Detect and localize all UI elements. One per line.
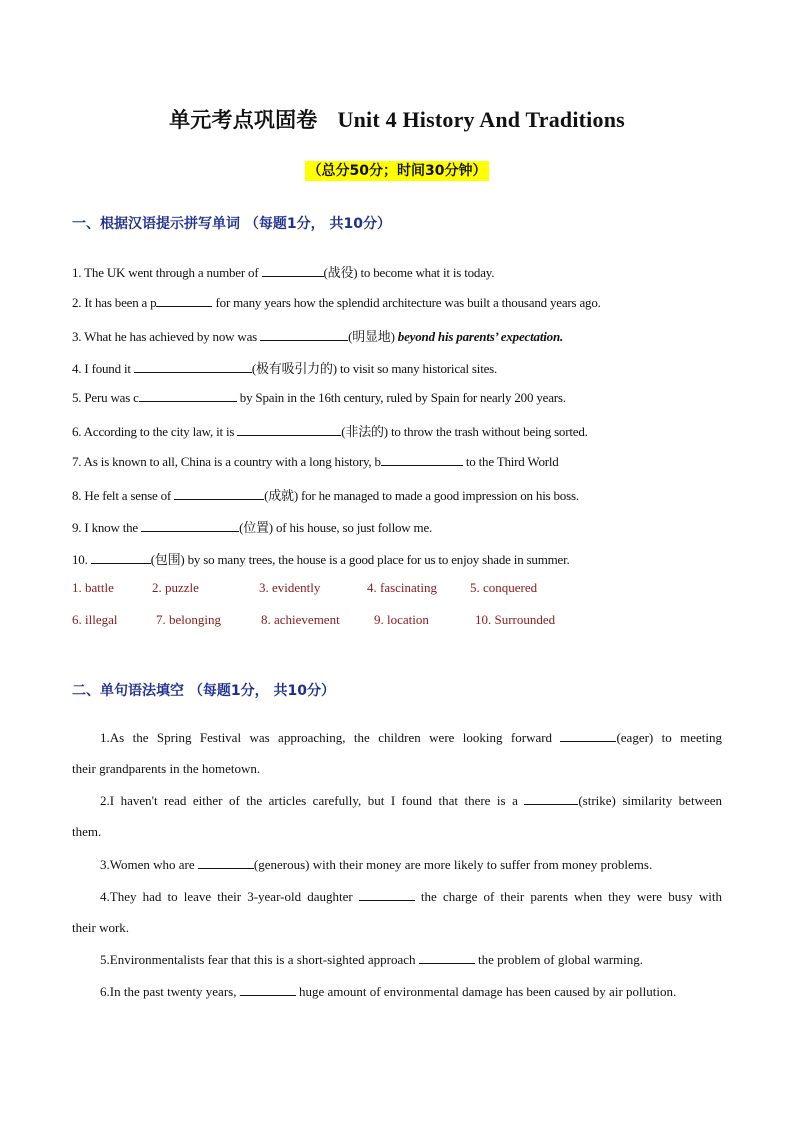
q9-text: 9. I know the xyxy=(72,520,142,535)
q6-line xyxy=(72,421,588,440)
answer-5: 5. conquered xyxy=(470,580,538,595)
score-time-banner xyxy=(0,160,794,180)
q10-line xyxy=(72,549,570,568)
q2-line xyxy=(72,294,601,311)
s2-q5-blank[interactable] xyxy=(419,951,475,964)
q3-text: 3. What he has achieved by now was xyxy=(72,329,261,344)
q3-emphasis: beyond his parents’ expectation. xyxy=(397,329,564,344)
s2-q3-blank[interactable] xyxy=(198,856,254,869)
page-title xyxy=(0,104,794,134)
section2-heading: 二、单句语法填空 （每题1分， 共10分） xyxy=(72,683,335,699)
s2-q6-blank[interactable] xyxy=(240,983,296,996)
s2-q1-text: 1.As the Spring Festival was approaching, the children were looking forward xyxy=(100,730,561,745)
s2-q5-hint: the problem of global warming. xyxy=(474,952,644,967)
q7-blank[interactable] xyxy=(381,453,463,466)
q7-hint: to the Third World xyxy=(462,454,559,469)
s2-q2-blank[interactable] xyxy=(524,792,578,805)
answer-8: 8. achievement xyxy=(261,612,340,627)
answer-6: 6. illegal xyxy=(72,612,118,627)
answer-4: 4. fascinating xyxy=(367,580,438,595)
q3-line xyxy=(72,326,563,345)
answer-10: 10. Surrounded xyxy=(475,612,556,627)
s2-q5 xyxy=(72,951,722,968)
q5-hint: by Spain in the 16th century, ruled by Spain for nearly 200 years. xyxy=(236,390,566,405)
s2-q3 xyxy=(72,856,722,873)
s2-q4-hint: the charge of their parents when they were busy with xyxy=(414,889,722,904)
section1-heading: 一、根据汉语提示拼写单词 （每题1分， 共10分） xyxy=(72,216,391,232)
score-time-text: （总分50分；时间30分钟） xyxy=(305,161,490,181)
q3-hint: (明显地) xyxy=(348,329,398,344)
s2-q4-blank[interactable] xyxy=(359,888,415,901)
q10-blank[interactable] xyxy=(91,551,151,564)
q10-hint: (包围) by so many trees, the house is a good place for us to enjoy shade in summer. xyxy=(150,552,570,567)
q8-hint: (成就) for he managed to made a good impression on his boss. xyxy=(264,488,579,503)
q10-text: 10. xyxy=(72,552,91,567)
s2-q3-text: 3.Women who are xyxy=(100,857,198,872)
q2-blank[interactable] xyxy=(156,294,212,307)
q2-hint: for many years how the splendid architecture was built a thousand years ago. xyxy=(212,295,601,310)
s2-q2-cont: them. xyxy=(72,824,102,839)
answer-2: 2. puzzle xyxy=(152,580,199,595)
s2-q5-text: 5.Environmentalists fear that this is a short-sighted approach xyxy=(100,952,419,967)
q1-hint: (战役) to become what it is today. xyxy=(323,265,495,280)
s2-q4-text: 4.They had to leave their 3-year-old daughter xyxy=(100,889,359,904)
q1-blank[interactable] xyxy=(262,264,324,277)
q4-blank[interactable] xyxy=(134,360,252,373)
q6-text: 6. According to the city law, it is xyxy=(72,424,238,439)
s2-q1 xyxy=(72,729,722,777)
s2-q4-cont: their work. xyxy=(72,920,130,935)
q4-hint: (极有吸引力的) to visit so many historical sites. xyxy=(251,361,498,376)
s2-q1-hint: (eager) to meeting xyxy=(616,730,723,745)
s2-q4 xyxy=(72,888,722,936)
s2-q1-cont: their grandparents in the hometown. xyxy=(72,761,261,776)
q1-text: 1. The UK went through a number of xyxy=(72,265,262,280)
q5-line xyxy=(72,389,566,406)
s2-q2-text: 2.I haven't read either of the articles carefully, but I found that there is a xyxy=(100,793,525,808)
q9-line xyxy=(72,517,432,536)
s2-q6 xyxy=(72,983,722,1000)
q8-line xyxy=(72,485,579,504)
s2-q2 xyxy=(72,792,722,840)
q7-line xyxy=(72,453,559,470)
q9-hint: (位置) of his house, so just follow me. xyxy=(239,520,433,535)
q7-text: 7. As is known to all, China is a country with a long history, b xyxy=(72,454,381,469)
q5-blank[interactable] xyxy=(139,389,237,402)
s2-q2-hint: (strike) similarity between xyxy=(578,793,722,808)
q1-line xyxy=(72,262,494,281)
q8-blank[interactable] xyxy=(174,487,264,500)
title-cn: 单元考点巩固卷 xyxy=(169,108,318,132)
answer-9: 9. location xyxy=(374,612,429,627)
q6-hint: (非法的) to throw the trash without being sorted. xyxy=(341,424,588,439)
answer-1: 1. battle xyxy=(72,580,114,595)
q3-blank[interactable] xyxy=(260,328,348,341)
q4-line xyxy=(72,358,497,377)
q9-blank[interactable] xyxy=(141,519,239,532)
q5-text: 5. Peru was c xyxy=(72,390,139,405)
s2-q3-hint: (generous) with their money are more likely to suffer from money problems. xyxy=(253,857,653,872)
answer-3: 3. evidently xyxy=(259,580,321,595)
q4-text: 4. I found it xyxy=(72,361,134,376)
s2-q6-text: 6.In the past twenty years, xyxy=(100,984,240,999)
q2-text: 2. It has been a p xyxy=(72,295,157,310)
s2-q6-hint: huge amount of environmental damage has been caused by air pollution. xyxy=(295,984,677,999)
title-en: Unit 4 History And Traditions xyxy=(337,107,625,132)
q6-blank[interactable] xyxy=(237,423,341,436)
q8-text: 8. He felt a sense of xyxy=(72,488,175,503)
answer-7: 7. belonging xyxy=(156,612,221,627)
s2-q1-blank[interactable] xyxy=(560,729,616,742)
